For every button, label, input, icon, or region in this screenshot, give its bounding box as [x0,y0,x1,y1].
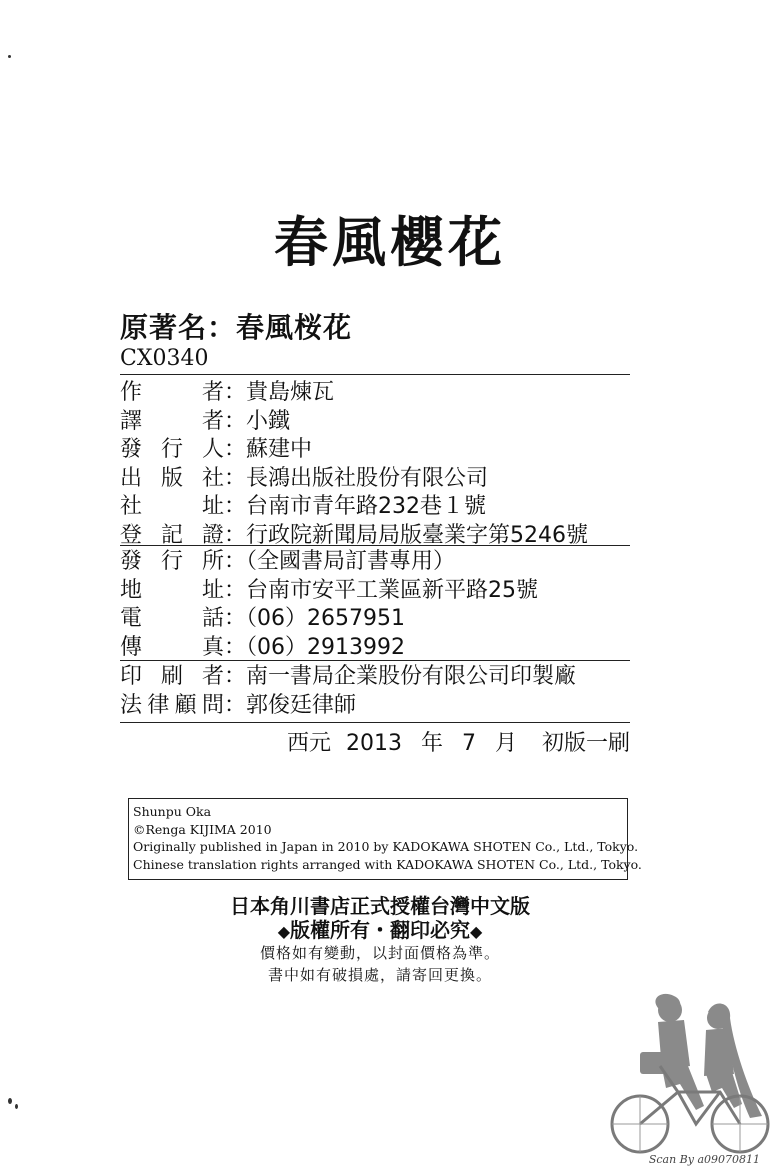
info-label-char: 者 [202,380,225,405]
info-label-char: 印 [120,664,143,689]
info-label-char: 行 [161,549,184,574]
info-row [120,521,588,551]
info-label-char: 作 [120,380,143,405]
info-label-char: 行 [161,437,184,462]
info-row [120,547,456,577]
diamond-icon: ◆ [470,922,483,941]
book-code: CX0340 [120,346,209,371]
info-value: ：蘇建中 [224,437,313,462]
info-row [120,662,577,692]
info-label-char: 出 [120,465,143,491]
info-label-char: 記 [161,522,184,548]
info-label-char: 話 [202,606,225,631]
info-row [120,576,538,606]
info-value: ：郭俊廷律師 [224,692,357,718]
copyright-line: Chinese translation rights arranged with KADOKAWA SHOTEN Co., Ltd., Tokyo. [133,856,642,872]
info-value: ：台南市青年路232巷１號 [224,494,486,519]
bicycle-couple-illustration [600,988,775,1158]
divider [120,545,630,546]
info-value: ：（06）2657951 [224,606,405,631]
info-label-char: 律 [147,692,170,718]
info-row [120,691,357,721]
info-row [120,435,313,465]
info-label-char: 版 [161,465,184,491]
edition-line [287,726,630,757]
divider [120,374,630,375]
info-label-char: 社 [202,465,225,491]
info-value: ：南一書局企業股份有限公司印製廠 [224,664,577,689]
edition-month: 7 [461,731,476,756]
rights-reserved-text: 版權所有・翻印必究 [290,918,470,942]
info-label-char: 址 [202,577,225,603]
copyright-line: Originally published in Japan in 2010 by KADOKAWA SHOTEN Co., Ltd., Tokyo. [133,839,639,854]
edition-era: 西元 [286,731,331,756]
info-row [120,492,486,522]
info-row [120,407,291,437]
info-value: ：台南市安平工業區新平路25號 [224,577,538,603]
info-label-char: 發 [120,437,143,462]
original-title-label: 原著名： [120,311,237,344]
info-label-char: 刷 [161,664,184,689]
info-value: ：長鴻出版社股份有限公司 [224,465,489,491]
info-label-char: 電 [120,606,143,631]
info-label-char: 者 [202,408,225,434]
info-label-char: 人 [202,437,225,462]
divider [120,660,630,661]
info-label-char: 譯 [120,408,143,434]
copyright-line: Shunpu Oka [133,804,212,819]
copyright-line: ©Renga KIJIMA 2010 [133,821,272,837]
scan-speck [15,1104,18,1109]
edition-month-unit: 月 [494,731,517,756]
info-row [120,604,405,634]
scan-speck [8,1098,12,1104]
info-value: ：（06）2913992 [224,634,405,660]
info-row [120,378,335,408]
info-label-char: 證 [202,522,225,548]
info-label-char: 發 [120,549,143,574]
info-row [120,464,489,494]
page-title: 春風櫻花 [274,211,506,274]
info-label-char: 社 [120,494,143,519]
edition-year-unit: 年 [420,731,443,756]
rights-reserved-line [0,914,760,943]
edition-year: 2013 [345,731,402,756]
copyright-box [128,798,642,880]
info-label-char: 真 [202,634,225,660]
info-label-char: 址 [202,494,225,519]
scan-speck [8,55,11,58]
info-value: ：（全國書局訂書專用） [224,549,456,574]
authorization-notice: 日本角川書店正式授權台灣中文版 [230,894,530,918]
info-value: ：行政院新聞局局版臺業字第5246號 [224,522,588,548]
info-value: ：小鐵 [224,408,291,434]
info-label-char: 登 [120,522,143,548]
price-note: 價格如有變動，以封面價格為準。 [259,944,500,962]
info-label-char: 所 [202,549,225,574]
original-title-value: 春風桜花 [236,311,353,344]
info-label-char: 傳 [120,634,143,660]
info-label-char: 地 [120,577,143,603]
divider [120,722,630,723]
edition-printing: 初版一刷 [541,731,630,756]
info-label-char: 法 [120,692,143,718]
original-title [120,306,352,346]
diamond-icon: ◆ [277,922,290,941]
defect-note: 書中如有破損處，請寄回更換。 [267,966,492,984]
info-value: ：貴島煉瓦 [224,380,335,405]
info-row [120,633,405,663]
info-label-char: 者 [202,664,225,689]
info-label-char: 問 [202,692,225,718]
info-label-char: 顧 [174,692,197,718]
scan-credit: Scan By a09070811 [648,1153,760,1166]
